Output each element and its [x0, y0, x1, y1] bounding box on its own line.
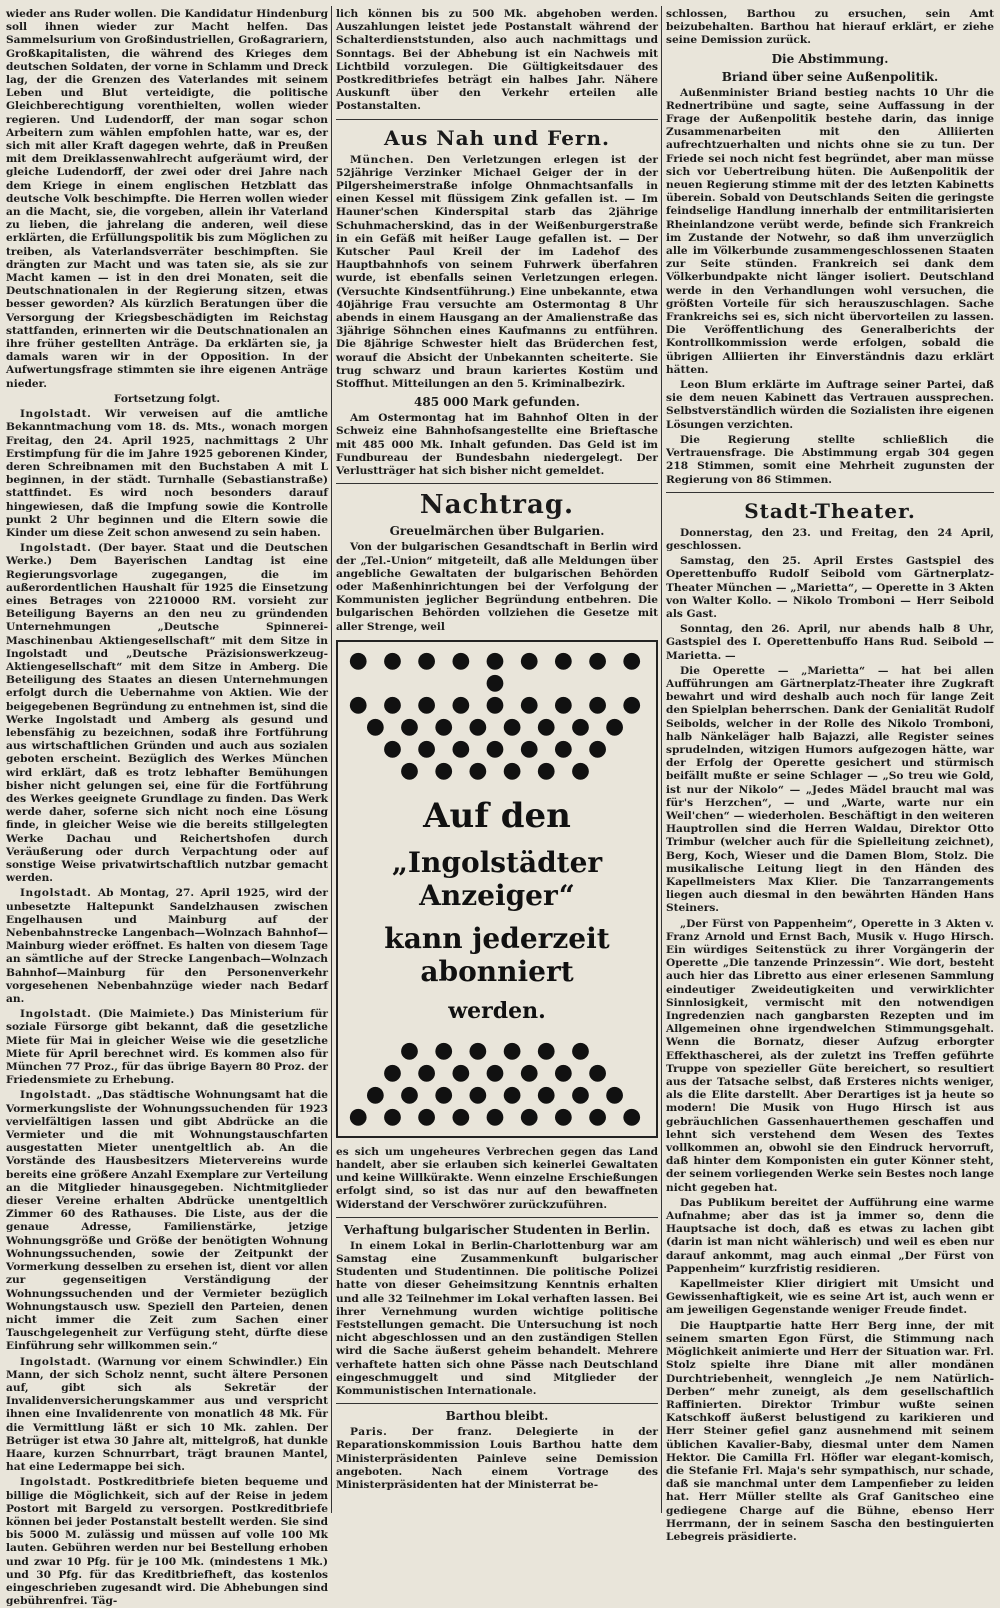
article-paragraph: Leon Blum erklärte im Auftrage seiner Partei, daß sie dem neuen Kabinett das Vertrauen aussprechen. Selbstverständlich würden die Sozialisten ihre eigenen Lösungen verzichten. — [666, 379, 994, 431]
dateline: Ingolstadt. — [20, 1476, 92, 1489]
article-body: Den Verletzungen erlegen ist der 52jährige Verzinker Michael Geiger der in der Pilgersheimerstraße infolge Ohnmachtsanfalls in einen Kessel mit flüssigem Zink gefallen ist. — Im Hauner'schen Kinderspital starb das 2jährige Schuhmacherskind, das in der Weißenburgerstraße in ein Gefäß mit heißer Lauge gefallen ist. — Der Kutscher Paul Kreil der im Ladehof des Hauptbahnhofs von seinem Fuhrwerk überfahren wurde, ist ebenfalls seinen Verletzungen erlegen. (Versuchte Kindsentführung.) Eine unbekannte, etwa 40jährige Frau versuchte am Ostermontag 8 Uhr abends in einem Hausgang an der Amalienstraße das 3jährige Söhnchen eines Kaufmanns zu entführen. Die 8jährige Schwester hielt das Brüderchen fest, worauf die Absicht der Unbekannten scheiterte. Sie trug schwarz und braun kariertes Kostüm und Stoffhut. Mitteilungen an den 5. Kriminalbezirk. — [336, 153, 658, 391]
article-paragraph: Kapellmeister Klier dirigiert mit Umsicht und Gewissenhaftigkeit, wie es seine Art ist, auch wenn er am jeweiligen Gegenstande weniger Freude findet. — [666, 1278, 994, 1317]
article-paragraph: lich können bis zu 500 Mk. abgehoben werden. Auszahlungen leistet jede Postanstalt während der Schalterdienststunden, also auch nachmittags und Sonntags. Bei der Abhebung ist ein Nachweis mit Lichtbild vorzulegen. Die Gültigkeitsdauer des Postkreditbriefes beträgt ein halbes Jahr. Nähere Auskunft über den Verkehr erteilen alle Postanstalten. — [336, 8, 658, 113]
column-rule — [331, 6, 332, 1513]
column-right — [666, 8, 994, 1543]
article-paragraph — [6, 542, 328, 885]
article-heading: 485 000 Mark gefunden. — [414, 395, 580, 410]
article-body: Ab Montag, 27. April 1925, wird der unbesetzte Haltepunkt Sandelzhausen zwischen Engelhausen und Mainburg auf der Nebenbahnstrecke Langenbach—Wolnzach Bahnhof—Mainburg wieder eröffnet. Es halten von diesem Tage an sämtliche auf der Strecke Langenbach—Wolnzach Bahnhof—Mainburg für den Personenverkehr vorgesehenen Nebenbahnzüge wieder nach Bedarf an. — [6, 887, 328, 1006]
article-paragraph: Das Publikum bereitet der Aufführung eine warme Aufnahme; aber das ist ja immer so, denn die Hauptsache ist doch, daß es etwas zu lachen gibt (darin ist man nicht wählerisch) und weil es eben nur darauf ankommt, mag auch einmal „Der Fürst von Pappenheim“ kurzfristig residieren. — [666, 1196, 994, 1275]
ad-text: werden. — [448, 997, 546, 1024]
article-paragraph — [336, 1426, 658, 1492]
article-paragraph: Die Regierung stellte schließlich die Vertrauensfrage. Die Abstimmung ergab 304 gegen 218 Stimmen, somit eine Mehrheit zugunsten der Regierung von 86 Stimmen. — [666, 433, 994, 486]
article-heading: Greuelmärchen über Bulgarien. — [389, 524, 605, 539]
article-paragraph: Samstag, den 25. April Erstes Gastspiel des Operettenbuffo Rudolf Seibold vom Gärtnerplatz-Theater München — „Marietta“, — Operette in 3 Akten von Walter Kollo. — Nikolo Tromboni — Herr Seibold als Gast. — [666, 555, 994, 620]
article-heading: Barthou bleibt. — [445, 1409, 549, 1424]
section-heading: Nachtrag. — [419, 490, 575, 521]
ornament-row: ● ● ● ● ● ● — [399, 1037, 595, 1063]
column-middle — [336, 8, 658, 1513]
ornament-row: ● ● ● ● ● ● ● — [382, 735, 612, 761]
article-paragraph — [6, 887, 328, 1006]
article-body: „Das städtische Wohnungsamt hat die Vormerkungsliste der Wohnungssuchenden für 1923 vervielfältigen lassen und gibt Abdrücke an die Vermieter und die mit Wohnungstauschfarten ausgestatten Mieter unentgeltlich ab. An die Vorstände des Hausbesitzers Mietervereins wurde bereits eine größere Anzahl Exemplare zur Verteilung an die Mitglieder hinausgegeben. Nichtmitglieder dieser Vereine erhalten Abdrücke unentgeltlich Zimmer 60 des Rathauses. Die Liste, aus der die genaue Adresse, Familienstärke, jetzige Wohnungsgröße und Größe der benötigten Wohnung Wohnungssuchenden, sowie der Zeitpunkt der Vormerkung desselben zu ersehen ist, dient vor allen zur gegenseitigen Verständigung der Wohnungssuchenden und der Vermieter bezüglich Wohnungstausch usw. Speziell den Parteien, denen nicht immer die Zeit zum Sachen einer Tauschgelegenheit zur Verfügung steht, dürfte diese Einführung sehr willkommen sein.“ — [6, 1089, 328, 1353]
article-body: Postkreditbriefe bieten bequeme und billige die Möglichkeit, sich auf der Reise in jedem Postort mit Bargeld zu versorgen. Postkreditbriefe können bei jeder Postanstalt bestellt werden. Sie sind bis 5000 M. zulässig und müssen auf volle 100 Mk lauten. Gebühren werden nur bei Bestellung erhoben und zwar 10 Pfg. für je 100 Mk. (mindestens 1 Mk.) und 30 Pfg. für das Kreditbriefheft, das kostenlos eingeschrieben zugesandt wird. Die Abhebungen sind gebührenfrei. Täg- — [6, 1476, 328, 1608]
ornament-row: ● ● ● ● ● ● ● ● ● ● — [348, 647, 646, 695]
continuation-note: Fortsetzung folgt. — [113, 392, 221, 405]
article-body: (Warnung vor einem Schwindler.) Ein Mann, der sich Scholz nennt, sucht ältere Personen auf, gibt sich als Sekretär der Invalidenversicherungskammer aus und verspricht ihnen eine Invalidenrente von monatlich 48 Mk. Für die Vermittlung läßt er sich 10 Mk. zahlen. Der Betrüger ist etwa 30 Jahre alt, mittelgroß, hat dunkle Haare, kurzen Schnurrbart, trägt braunen Mantel, hat eine Ledermappe bei sich. — [6, 1355, 328, 1474]
article-heading: Die Abstimmung. — [771, 51, 889, 66]
column-rule — [661, 6, 662, 1513]
ornament-row: ● ● ● ● ● ● ● ● ● — [348, 691, 646, 717]
dateline: Ingolstadt. — [20, 1008, 92, 1021]
article-paragraph: In einem Lokal in Berlin-Charlottenburg war am Samstag eine Zusammenkunft bulgarischer Studenten und Studentinnen. Die politische Polizei hatte von dieser Geheimsitzung Kenntnis erhalten und alle 32 Teilnehmer im Lokal verhaften lassen. Bei ihrer Vernehmung wurden wichtige politische Feststellungen gemacht. Die Untersuchung ist noch nicht abgeschlossen und an den zuständigen Stellen wird die Sache äußerst geheim behandelt. Mehrere verhaftete hatten sich ohne Pässe nach Deutschland eingeschmuggelt und sind Mitglieder der Kommunistischen Internationale. — [336, 1239, 658, 1397]
article-heading: Verhaftung bulgarischer Studenten in Berlin. — [343, 1222, 651, 1237]
subscription-advertisement — [336, 640, 658, 1138]
ornament-row: ● ● ● ● ● ● ● ● ● — [348, 1103, 646, 1129]
section-heading: Aus Nah und Fern. — [384, 125, 610, 150]
section-divider — [666, 492, 994, 493]
article-paragraph: Die Operette — „Marietta“ — hat bei allen Aufführungen am Gärtnerplatz-Theater ihre Zugkraft bewahrt und wird deshalb auch noch für lange Zeit den Spielplan beherrschen. Dank der Genialität Rudolf Seibolds, welcher in der Rolle des Nikolo Tromboni, halb Nänkeläger halb Bajazzi, alle Register seines sprudelnden, witzigen Humors aufgezogen hätte, war der Erfolg der Operette gesichert und stürmisch beifällt mußte er seine Schlager — „So treu wie Gold, ist nur der Nikolo“ — „Jedes Mädel braucht mal was für's Herzchen“, — und „Warte, warte nur ein Weil'chen“ — wiederholen. Beschäftigt in den weiteren Hauptrollen sind die Herren Waldau, Direktor Otto Trimbur (welcher auch für die Spielleitung zeichnet), Berg, Koch, Wieser und die Damen Blom, Stolz. Die musikalische Leitung liegt in den Händen des Kapellmeisters Max Klier. Die Tanzarrangements liegen auch diesmal in den bewährten Händen Hans Steiners. — [666, 664, 994, 915]
article-paragraph — [336, 154, 658, 392]
dateline: Ingolstadt. — [20, 887, 92, 900]
article-paragraph: Am Ostermontag hat im Bahnhof Olten in der Schweiz eine Bahnhofsangestellte eine Brieftasche mit 485 000 Mk. Inhalt gefunden. Das Geld ist im Fundbureau der Bundesbahn niedergelegt. Der Verlustträger hat sich bisher nicht gemeldet. — [336, 412, 658, 478]
dateline: Ingolstadt. — [20, 408, 92, 421]
article-paragraph: Von der bulgarischen Gesandtschaft in Berlin wird der „Tel.-Union“ mitgeteilt, daß alle Meldungen über angebliche Gewaltaten der bulgarischen Behörden oder Maßenhinrichtungen bei der Verfolgung der Kommunisten jeglicher Begründung entbehren. Die bulgarischen Behörden vollziehen die Gesetze mit aller Strenge, weil — [336, 541, 658, 633]
article-paragraph — [6, 1476, 328, 1608]
section-divider — [336, 119, 658, 120]
article-paragraph: Die Hauptpartie hatte Herr Berg inne, der mit seinem smarten Egon Fürst, die Stimmung nach Möglichkeit animierte und Herr der Situation war. Frl. Stolz spielte ihre Diane mit aller mondänen Durchtriebenheit, wenngleich „Je nem Natürlich-Derben“ mehr zuneigt, als dem gesellschaftlich Raffinierten. Direktor Trimbur wußte seinen Katschkoff äußerst belustigend zu karikieren und Herr Steiner gefiel ganz ausnehmend mit seinem üblichen Kavalier-Baby, diesmal unter dem Namen Hektor. Die Camilla Frl. Höfler war elegant-komisch, die Stefanie Frl. Maja's sehr sympathisch, nur schade, daß sie manchmal unter dem Lampenfieber zu leiden hat. Herr Müller stellte als Graf Ganitscheo eine gediegene Charge auf die Bühne, ebenso Herr Herrmann, der in seinem Sascha den bestinguierten Lebegreis präsidierte. — [666, 1319, 994, 1543]
ad-text: kann jederzeit abonniert — [384, 921, 610, 988]
article-paragraph — [6, 1008, 328, 1087]
article-paragraph — [6, 408, 328, 540]
ornament-row: ● ● ● ● ● ● ● — [382, 1059, 612, 1085]
article-paragraph: Außenminister Briand bestieg nachts 10 Uhr die Rednertribüne und sagte, seine Auffassung in der Frage der Außenpolitik bestehe darin, das innige Zusammenarbeiten mit den Alliierten aufrechtzuerhalten und nichts ohne sie zu tun. Der Friede sei noch nicht fest begründet, aber man müsse sich vor Uebertreibung hüten. Die Außenpolitik der neuen Regierung stimme mit der des letzten Kabinetts überein. Sobald von Deutschlands Seiten die geringste feindselige Handlung innerhalb der entmilitarisierten Rheinlandzone verübt werde, befinde sich Frankreich im Zustande der Notwehr, so daß ihm unverzüglich alle im Völkerbunde zusammengeschlossenen Staaten zur Seite stünden. Frankreich sei dank dem Völkerbundpakte nicht länger isoliert. Deutschland werde in den Verhandlungen wohl versuchen, die größten Vorteile für sich herauszuschlagen. Sache Frankreichs sei es, sich nicht übervorteilen zu lassen. Die Veröffentlichung des Generalberichts der Kontrollkommission werde erfolgen, sobald die übrigen Alliierten ihr Einverständnis dazu erklärt hätten. — [666, 86, 994, 376]
dateline: Ingolstadt. — [20, 1355, 92, 1368]
ornament-dots-bottom — [344, 1037, 650, 1129]
article-paragraph: schlossen, Barthou zu ersuchen, sein Amt beizubehalten. Barthou hat hierauf erklärt, er ziehe seine Demission zurück. — [666, 8, 994, 47]
article-body: Der franz. Delegierte in der Reparationskommission Louis Barthou hatte dem Ministerpräsidenten Painleve seine Demission angeboten. Nach einem Vortrage des Ministerpräsidenten hat der Ministerrat be- — [336, 1426, 658, 1491]
article-paragraph: Donnerstag, den 23. und Freitag, den 24 April, geschlossen. — [666, 526, 994, 552]
dateline: München. — [350, 153, 415, 166]
section-heading: Stadt-Theater. — [744, 498, 916, 523]
ad-newspaper-name: „Ingolstädter Anzeiger“ — [391, 845, 603, 912]
section-divider — [336, 1403, 658, 1404]
ornament-dots-top — [344, 647, 650, 783]
dateline: Paris. — [350, 1426, 388, 1439]
article-body: Wir verweisen auf die amtliche Bekanntmachung vom 18. ds. Mts., wonach morgen Freitag, den 24. April 1925, nachmittags 2 Uhr Erstimpfung für die im Jahre 1925 geborenen Kinder, deren Schreibnamen mit den Buchstaben A mit L beginnen, in der städt. Turnhalle (Sebastianstraße) stattfindet. Es wird noch besonders darauf hingewiesen, daß die Impfung sowie die Kontrolle punkt 2 Uhr beginnen und die Eltern sowie die Kinder um diese Zeit schon anwesend zu sein haben. — [6, 408, 328, 539]
article-paragraph: „Der Fürst von Pappenheim“, Operette in 3 Akten v. Franz Arnold und Ernst Bach, Musik v. Hugo Hirsch. Ein würdiges Seitenstück zu ihrer Vorgängerin der Operette „Die tanzende Prinzessin“. Wie dort, besteht auch hier das Libretto aus einer erlesenen Sammlung eindeutiger Zweideutigkeiten und verwirklichter Sinnlosigkeit, vermischt mit den notwendigen Ingredenzien nach gangbarsten Rezepten und im Allgemeinen ohne irgendwelchen Stimmungsgehalt. Wenn die Bornatz, dieser Aufzug erborgter Effekthascherei, als der zuletzt ins Treffen geführte Truppe von spezieller Güte bereichert, so resultiert aus der Tatsache selbst, daß Ersteres nichts weniger, als die Elite darstellt. Aber Derartiges ist ja heute so modern! Die Musik von Hugo Hirsch ist aus gebräuchlichen Gassenhauerthemen geschaffen und lehnt sich verstehend dem Wesen des Textes vollkommen an, obwohl sie den Eindruck hervorruft, daß hinter dem Komponisten ein guter Könner steht, der seinem vorliegenden Werke sein Bestes noch lange nicht gegeben hat. — [666, 917, 994, 1194]
section-divider — [336, 1217, 658, 1218]
article-paragraph: wieder ans Ruder wollen. Die Kandidatur Hindenburg soll ihnen wieder zur Macht helfen. Das Sammelsurium von Großindustriellen, Großagrariern, Großkapitalisten, die während des Krieges dem deutschen Soldaten, der vorne in Schlamm und Dreck lag, der die Grenzen des Vaterlandes mit seinem Leben und Blut verteidigte, die politische Gleichberechtigung vorenthielten, wollen wieder regieren. Und Ludendorff, der man sogar schon Arbeitern zum wählen empfohlen hatte, war es, der sich mit aller Kraft dagegen wehrte, daß in Preußen mit dem Dreiklassenwahlrecht aufgeräumt wird, der gleiche Ludendorff, der zwei oder drei Jahre nach dem Kriege in einem englischen Hetzblatt das deutsche Volk beschimpfte. Die Herren wollen wieder an die Macht, sie, die vorgeben, allein ihr Vaterland zu lieben, die jahrelang die anderen, weil diese erklärten, die Erfüllungspolitik bis zum Möglichen zu treiben, als Vaterlandsverräter beschimpften. Sie drängten zur Macht und was taten sie, als sie zur Macht kamen — ist in den drei Monaten, seit die Deutschnationalen in der Regierung sitzen, etwas besser geworden? Als kürzlich Beratungen über die Versorgung der Kriegsbeschädigten im Reichstag stattfanden, erinnerten wir die Deutschnationalen an ihre früher gestellten Anträge. Da erklärten sie, ja damals waren wir in der Opposition. In der Aufwertungsfrage stimmten sie ihre eigenen Anträge nieder. — [6, 8, 328, 390]
article-paragraph: Sonntag, den 26. April, nur abends halb 8 Uhr, Gastspiel des I. Operettenbuffo Hans Rud. Seibold — Marietta. — — [666, 623, 994, 662]
ornament-row: ● ● ● ● ● ● — [399, 757, 595, 783]
column-left — [6, 8, 328, 1608]
article-body: (Der bayer. Staat und die Deutschen Werke.) Dem Bayerischen Landtag ist eine Regierungsvorlage zugegangen, die im außerordentlichen Haushalt für 1925 die Einsetzung eines Betrages von 2210000 RM. vorsieht zur Beteiligung Bayerns an den neu zu gründenden Unternehmungen „Deutsche Spinnerei-Maschinenbau Aktiengesellschaft“ mit dem Sitze in Ingolstadt und „Deutsche Präzisionswerkzeug-Aktiengesellschaft“ mit dem Sitze in Amberg. Die Beteiligung des Staates an diesen Unternehmungen erfolgt durch die Uebernahme von Aktien. Wie der beigegebenen Begründung zu entnehmen ist, sind die Werke Ingolstadt und Amberg als gesund und lebensfähig zu bezeichnen, sodaß ihre Fortführung aus wirtschaftlichen Gründen und auch aus sozialen geboten erscheint. Bezüglich des Werkes München wird erklärt, daß es trotz lebhafter Bemühungen bisher nicht gelungen sei, eine für die Fortführung des Werkes geeignete Grundlage zu finden. Das Werk werde daher, soferne sich nicht noch eine Lösung finde, in gleicher Weise wie die bereits stillgelegten Werke Dachau und Reichertshofen durch Veräußerung oder durch Verpachtung oder auf sonstige Weise privatwirtschaftlich nutzbar gemacht werden. — [6, 542, 328, 885]
article-paragraph — [6, 1356, 328, 1475]
ad-text: Auf den — [423, 795, 571, 836]
ornament-row: ● ● ● ● ● ● ● ● — [365, 1081, 629, 1107]
article-paragraph: es sich um ungeheures Verbrechen gegen das Land handelt, aber sie erlauben sich keinerlei Gewaltaten und keine Willkürakte. Wenn einzelne Erschießungen erfolgt sind, so ist das nur auf den bewaffneten Widerstand der Verschwörer zurückzuführen. — [336, 1145, 658, 1211]
article-subheading: Briand über seine Außenpolitik. — [721, 69, 939, 84]
dateline: Ingolstadt. — [20, 542, 92, 555]
article-paragraph — [6, 1089, 328, 1353]
dateline: Ingolstadt. — [20, 1089, 92, 1102]
article-body: (Die Maimiete.) Das Ministerium für soziale Fürsorge gibt bekannt, daß die gesetzliche Miete für Mai in gleicher Weise wie die gesetzliche Miete für April berechnet wird. Es kommen also für München 77 Proz., für das übrige Bayern 80 Proz. der Friedensmiete zu Erhebung. — [6, 1008, 328, 1087]
ornament-row: ● ● ● ● ● ● ● ● — [365, 713, 629, 739]
section-divider — [336, 483, 658, 484]
